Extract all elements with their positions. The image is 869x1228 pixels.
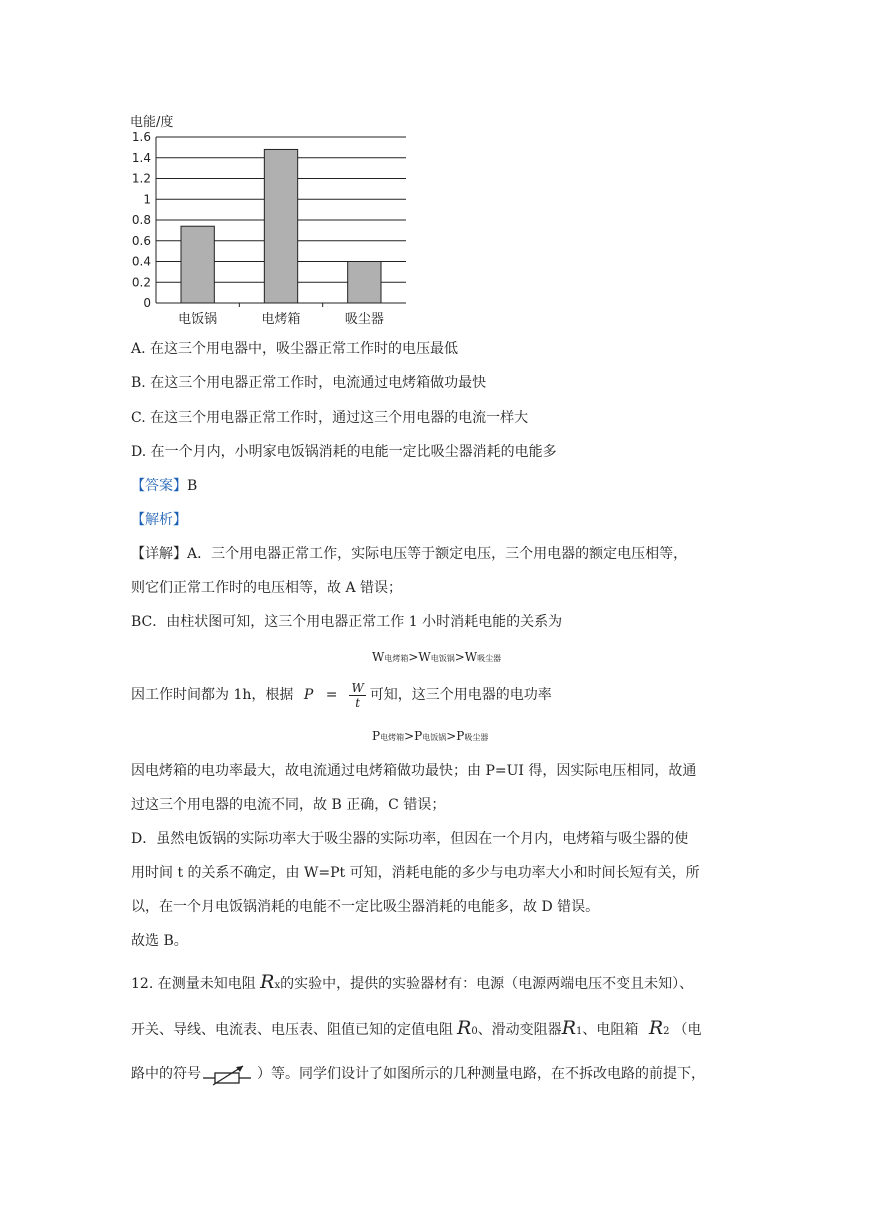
q12-line-2: 开关、导线、电流表、电压表、阻值已知的定值电阻 R0、滑动变阻器R1、电阻箱 R2 （电 (131, 1017, 702, 1039)
answer-value: B (187, 478, 198, 494)
y-tick-label: 0.2 (131, 275, 151, 290)
rheostat-symbol-icon (201, 1062, 257, 1086)
option-a: A. 在这三个用电器中，吸尘器正常工作时的电压最低 (131, 341, 459, 357)
x-tick-label: 吸尘器 (344, 312, 384, 327)
detail-line-1: 【详解】A．三个用电器正常工作，实际电压等于额定电压，三个用电器的额定电压相等， (131, 546, 688, 562)
y-tick-label: 0.8 (131, 213, 151, 227)
y-tick-label: 1.2 (131, 171, 151, 186)
y-tick-label: 0.4 (131, 254, 151, 269)
x-tick-label: 电烤箱 (261, 312, 301, 327)
energy-relation: W电烤箱>W电饭锅>W吸尘器 (372, 650, 502, 664)
detail-line-9: 以，在一个月电饭锅消耗的电能不一定比吸尘器消耗的电能多，故 D 错误。 (131, 899, 600, 915)
analysis-tag: 【解析】 (131, 512, 187, 528)
power-fraction: $\frac{W}{t}$ (351, 680, 364, 710)
q12-line-3: 路中的符号 ）等。同学们设计了如图所示的几种测量电路，在不拆改电路的前提下， (131, 1060, 705, 1088)
bar (181, 226, 214, 303)
q12-line-1: 12. 在测量未知电阻 Rx的实验中，提供的实验器材有：电源（电源两端电压不变且未知）、 (131, 971, 694, 993)
x-tick-label: 电饭锅 (178, 312, 218, 327)
option-c: C. 在这三个用电器正常工作时，通过这三个用电器的电流一样大 (131, 410, 529, 426)
option-b: B. 在这三个用电器正常工作时，电流通过电烤箱做功最快 (131, 375, 487, 391)
y-axis-label: 电能/度 (130, 115, 174, 130)
y-tick-label: 0.6 (131, 233, 151, 248)
y-tick-label: 1.4 (131, 150, 151, 165)
detail-line-7: D．虽然电饭锅的实际功率大于吸尘器的实际功率，但因在一个月内，电烤箱与吸尘器的使 (131, 831, 689, 847)
answer-tag: 【答案】 (131, 478, 187, 494)
bar (264, 149, 297, 303)
y-tick-label: 1 (143, 192, 151, 207)
detail-line-2: 则它们正常工作时的电压相等，故 A 错误； (131, 580, 403, 596)
y-tick-label: 0 (143, 296, 151, 310)
detail-line-8: 用时间 t 的关系不确定，由 W=Pt 可知，消耗电能的多少与电功率大小和时间长短有关，所 (131, 865, 700, 881)
detail-line-10: 故选 B。 (131, 933, 188, 949)
bar (348, 262, 381, 304)
y-tick-label: 1.6 (131, 130, 151, 144)
answer-line (131, 477, 197, 495)
bar-chart (118, 110, 418, 330)
detail-line-6: 过这三个用电器的电流不同，故 B 正确，C 错误； (131, 797, 446, 813)
detail-line-4: 因工作时间都为 1h，根据 P = $\frac{W}{t}$ 可知，这三个用电器的电功率 (131, 680, 552, 710)
power-relation: P电烤箱>P电饭锅>P吸尘器 (372, 729, 489, 743)
detail-line-5: 因电烤箱的电功率最大，故电流通过电烤箱做功最快；由 P=UI 得，因实际电压相同，故通 (131, 763, 697, 779)
detail-line-3: BC．由柱状图可知，这三个用电器正常工作 1 小时消耗电能的关系为 (131, 614, 563, 630)
option-d: D. 在一个月内，小明家电饭锅消耗的电能一定比吸尘器消耗的电能多 (131, 444, 557, 460)
